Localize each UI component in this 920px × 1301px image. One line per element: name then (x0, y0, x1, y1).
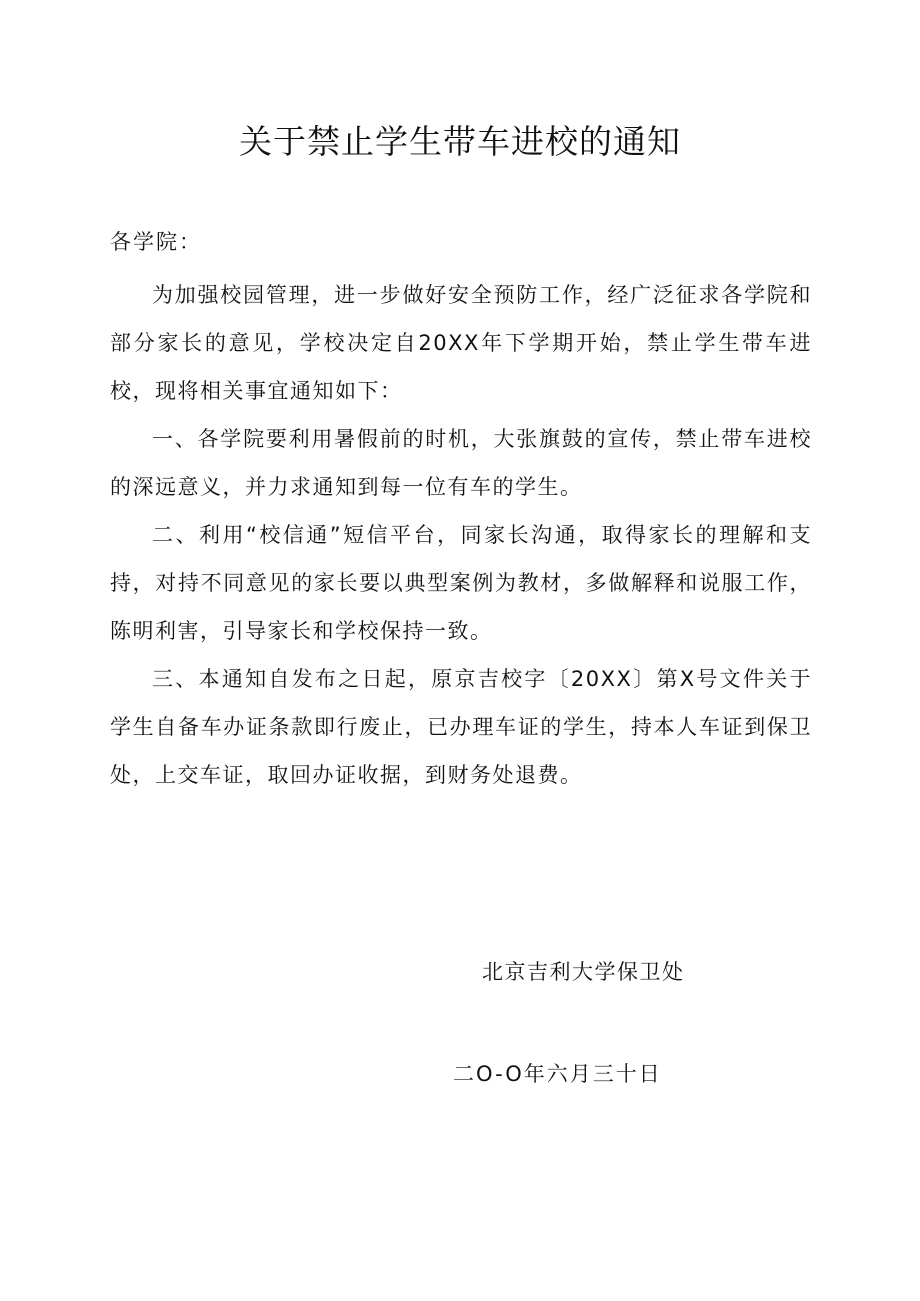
issue-date: 二O-O年六月三十日 (453, 1062, 662, 1086)
item-three-paragraph: 三、本通知自发布之日起，原京吉校字〔20XX〕第X号文件关于学生自备车办证条款即行废止，已办理车证的学生，持本人车证到保卫处，上交车证，取回办证收据，到财务处退费。 (110, 667, 812, 787)
salutation: 各学院： (110, 230, 202, 254)
document-title: 关于禁止学生带车进校的通知 (239, 122, 681, 161)
issuer-signature: 北京吉利大学保卫处 (482, 960, 685, 984)
document-body (110, 271, 812, 799)
intro-paragraph: 为加强校园管理，进一步做好安全预防工作，经广泛征求各学院和部分家长的意见，学校决定自20XX年下学期开始，禁止学生带车进校，现将相关事宜通知如下： (110, 283, 812, 403)
item-one-paragraph: 一、各学院要利用暑假前的时机，大张旗鼓的宣传，禁止带车进校的深远意义，并力求通知到每一位有车的学生。 (110, 427, 812, 499)
item-two-paragraph: 二、利用“校信通”短信平台，同家长沟通，取得家长的理解和支持，对持不同意见的家长要以典型案例为教材，多做解释和说服工作，陈明利害，引导家长和学校保持一致。 (110, 523, 812, 643)
